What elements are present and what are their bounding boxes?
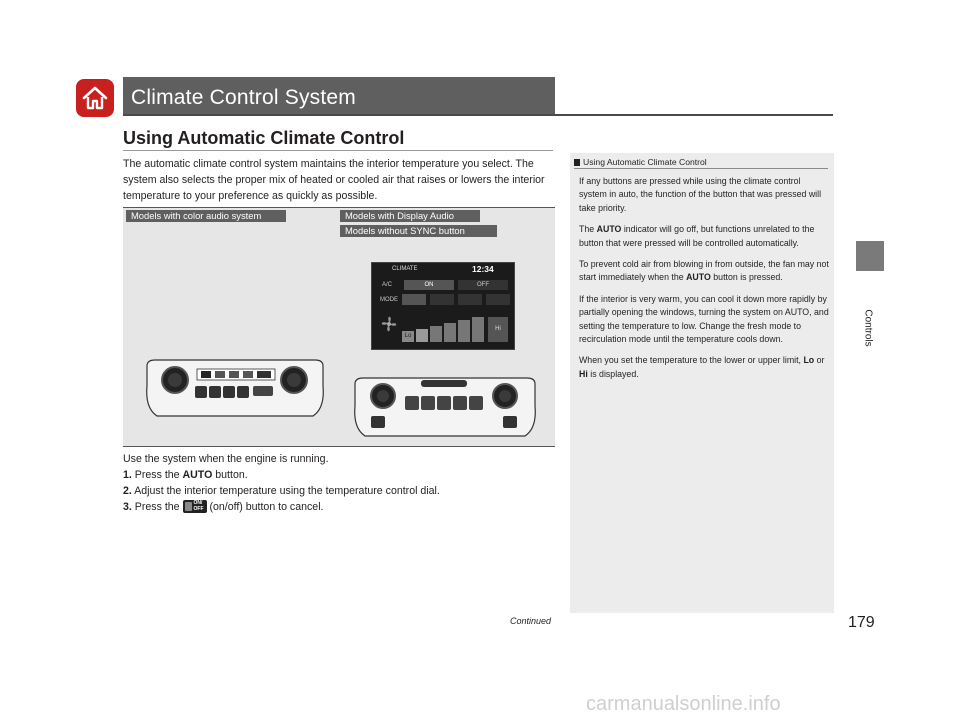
screen-ac-on: ON: [404, 280, 454, 290]
screen-ac-off: OFF: [458, 280, 508, 290]
screen-mode-label: MODE: [380, 297, 398, 303]
step-1-number: 1.: [123, 469, 132, 481]
screen-hi: Hi: [488, 317, 508, 342]
display-audio-climate-panel: [351, 376, 539, 442]
model-tag-display-audio: Models with Display Audio: [340, 210, 480, 222]
sidebar-p5-pre: When you set the temperature to the lower or upper limit,: [579, 355, 804, 366]
sidebar-p5-mid: or: [814, 355, 825, 366]
step-2-text: Adjust the interior temperature using the temperature control dial.: [134, 485, 440, 497]
screen-ac-label: A/C: [382, 282, 393, 288]
step-1-auto: AUTO: [182, 469, 213, 481]
fan-level-2: [430, 326, 442, 342]
model-tag-without-sync: Models without SYNC button: [340, 225, 497, 237]
page-number: 179: [848, 614, 875, 631]
watermark: carmanualsonline.info: [586, 693, 781, 715]
step-3-post: (on/off) button to cancel.: [206, 501, 324, 513]
sidebar-rule: [574, 168, 828, 169]
title-rule: [123, 114, 833, 116]
sidebar-p3: [579, 258, 829, 285]
sidebar-p4: If the interior is very warm, you can cool it down more rapidly by partially opening the windows, turning the system on AUTO, and setting the temperature to low. Change the fresh mode to recirculation mode until the temperature cools down.: [579, 293, 829, 345]
screen-title: CLIMATE: [392, 266, 418, 272]
screen-mode-2: [430, 294, 454, 305]
steps-lead: Use the system when the engine is running.: [123, 453, 329, 465]
sidebar-p2-auto: AUTO: [596, 224, 622, 235]
step-2: [123, 483, 555, 499]
fan-level-4: [458, 320, 470, 342]
step-2-number: 2.: [123, 485, 132, 497]
screen-mode-1: [402, 294, 426, 305]
sidebar-p1: If any buttons are pressed while using the climate control system in auto, the function of the button that was pressed will take priority.: [579, 176, 822, 213]
sidebar-p5-lo: Lo: [803, 355, 815, 366]
on-off-icon-text-on: ON/: [193, 500, 203, 506]
step-1: [123, 467, 555, 483]
step-3: [123, 499, 555, 515]
screen-mode-4: [486, 294, 510, 305]
reference-marker-icon: [574, 159, 580, 166]
sidebar-p5-hi: Hi: [579, 368, 588, 379]
fan-level-1: [416, 329, 428, 342]
sidebar-p3-auto: AUTO: [686, 272, 711, 283]
on-off-button-icon: [183, 500, 207, 513]
section-heading: Using Automatic Climate Control: [123, 128, 405, 148]
section-tab-marker: [856, 241, 884, 271]
fan-level-3: [444, 323, 456, 342]
steps: [123, 451, 555, 515]
step-1-post: button.: [212, 469, 248, 481]
fan-level-5: [472, 317, 484, 342]
sidebar-heading: [574, 157, 707, 167]
screen-lo: Lo: [402, 331, 414, 342]
heading-rule: [123, 150, 553, 151]
model-tag-color-audio: Models with color audio system: [126, 210, 286, 222]
step-3-number: 3.: [123, 501, 132, 513]
climate-control-figure: [123, 207, 555, 447]
intro-paragraph: The automatic climate control system maintains the interior temperature you select. The system also selects the proper mix of heated or cooled air that raises or lowers the interior temperature to your preference as quickly as possible.: [123, 158, 545, 202]
fan-icon: [378, 313, 400, 335]
color-audio-climate-panel: [141, 356, 329, 424]
home-icon: [81, 85, 109, 111]
screen-mode-3: [458, 294, 482, 305]
sidebar-heading-text: Using Automatic Climate Control: [583, 157, 707, 167]
screen-time: 12:34: [472, 264, 494, 274]
side-tab[interactable]: [848, 298, 888, 358]
sidebar-p3-post: button is pressed.: [710, 272, 783, 283]
continued-label: Continued: [510, 616, 552, 626]
sidebar-p2: [579, 223, 829, 250]
step-1-pre: Press the: [134, 469, 183, 481]
side-tab-label: Controls: [862, 309, 874, 347]
sidebar-p5-post: is displayed.: [587, 368, 639, 379]
step-3-pre: Press the: [134, 501, 183, 513]
sidebar-p5: [579, 354, 829, 381]
sidebar-p3-pre: To prevent cold air from blowing in from outside, the fan may not start immediately when the: [579, 259, 829, 283]
climate-screen: [371, 262, 515, 350]
sidebar-p2-post: indicator will go off, but functions unrelated to the button that were pressed will be controlled automatically.: [579, 224, 815, 248]
sidebar-body: [579, 175, 829, 389]
on-off-icon-text-off: OFF: [193, 506, 204, 512]
home-button[interactable]: [76, 79, 114, 117]
sidebar-p2-pre: The: [579, 224, 597, 235]
page-title: Climate Control System: [131, 86, 356, 109]
